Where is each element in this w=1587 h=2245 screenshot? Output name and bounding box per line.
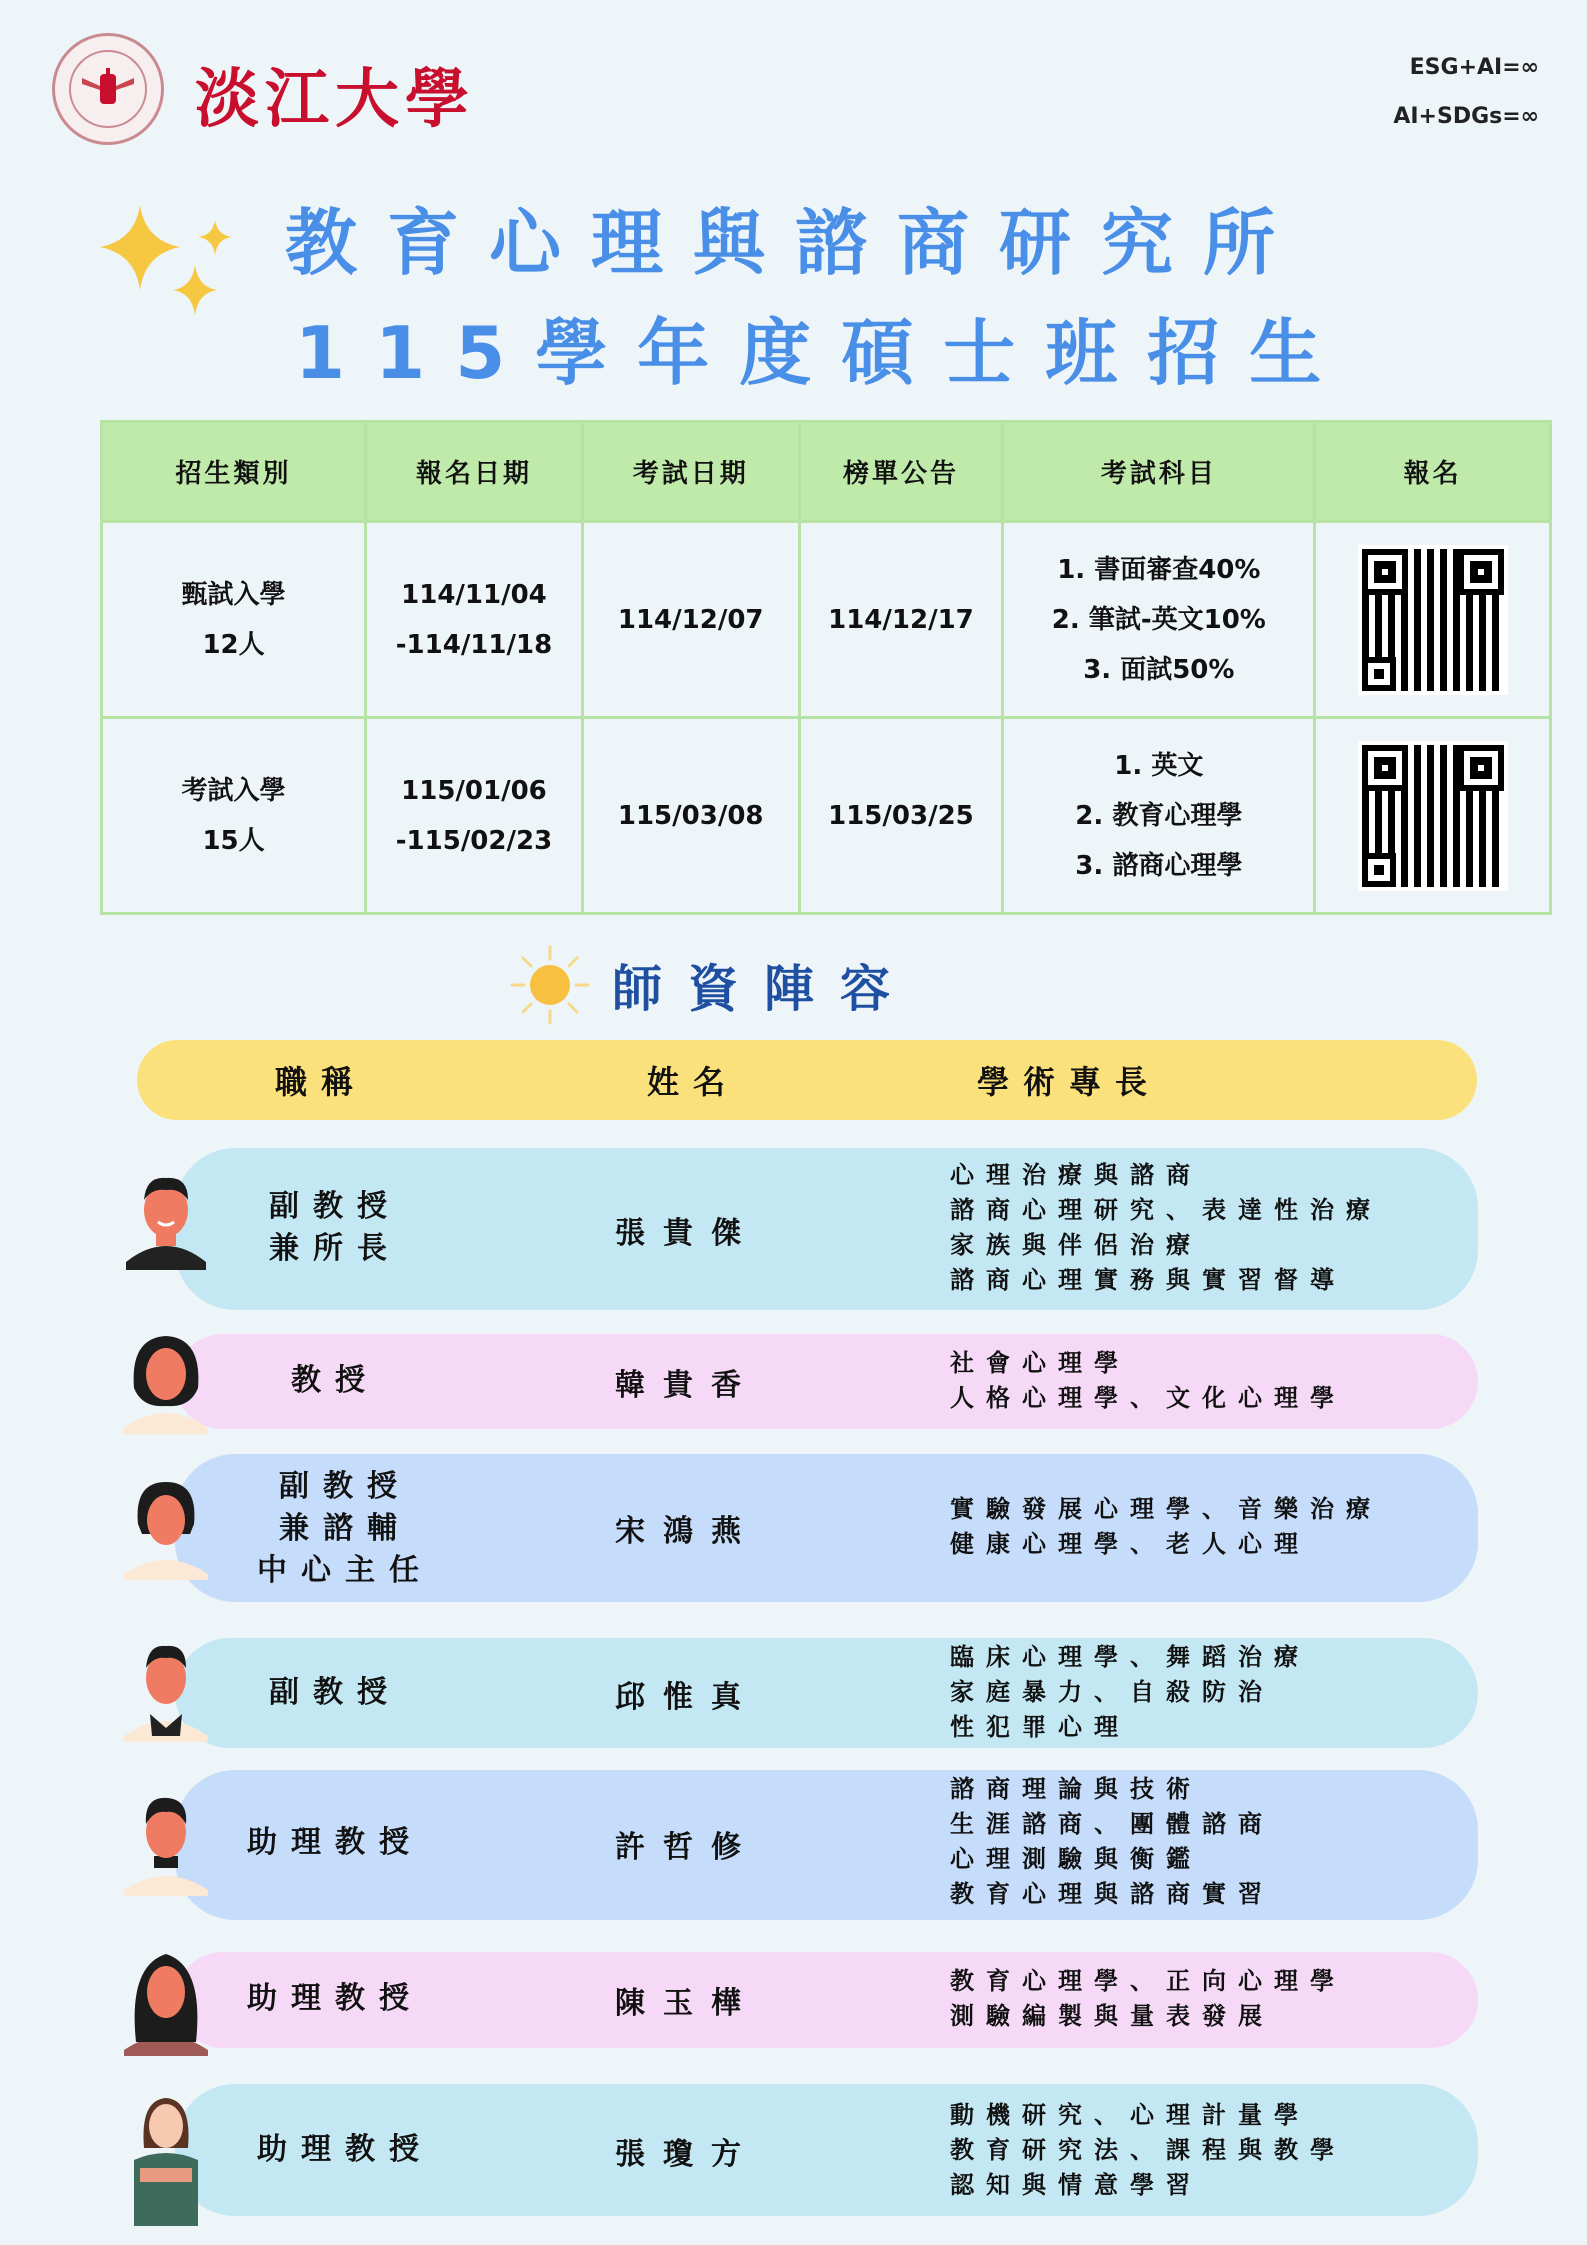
header-category: 招生類別 — [102, 422, 366, 522]
faculty-position: 助理教授 — [247, 1825, 423, 1860]
category: 甄試入學 — [181, 579, 286, 610]
avatar-female-icon — [120, 1328, 212, 1438]
subjects-cell — [1003, 522, 1315, 718]
faculty-name: 張瓊方 — [615, 2137, 759, 2172]
category-cell — [102, 718, 366, 914]
header-name: 姓名 — [647, 1063, 740, 1101]
faculty-position: 教授 — [291, 1363, 379, 1398]
registration-start: 114/11/04 — [401, 579, 547, 610]
table-row — [102, 718, 1551, 914]
faculty-specialties: 社會心理學 人格心理學、文化心理學 — [950, 1349, 1346, 1412]
register-cell — [1315, 718, 1551, 914]
title-admission: 115學年度碩士班招生 — [295, 311, 1352, 395]
exam-date: 114/12/07 — [582, 522, 799, 718]
header-position: 職稱 — [275, 1063, 368, 1101]
quota: 12人 — [202, 629, 265, 660]
sparkle-icon — [95, 205, 245, 325]
title-department: 教育心理與諮商研究所 — [285, 201, 1306, 285]
subject: 2. 筆試-英文10% — [1051, 604, 1266, 635]
faculty-row — [175, 2084, 1478, 2216]
subject: 2. 教育心理學 — [1075, 800, 1243, 831]
faculty-position: 副教授 兼諮輔 中心主任 — [257, 1469, 433, 1588]
faculty-position: 助理教授 — [247, 1981, 423, 2016]
faculty-title: 師資陣容 — [612, 960, 916, 1018]
header-announcement: 榜單公告 — [799, 422, 1003, 522]
header-exam-date: 考試日期 — [582, 422, 799, 522]
faculty-row — [175, 1638, 1478, 1748]
faculty-position: 助理教授 — [257, 2132, 433, 2167]
announcement-date: 114/12/17 — [799, 522, 1003, 718]
header-subjects: 考試科目 — [1003, 422, 1315, 522]
quota: 15人 — [202, 825, 265, 856]
slogan-esg: ESG+AI=∞ — [1409, 55, 1539, 80]
avatar-female-reading-icon — [120, 2090, 212, 2230]
faculty-row — [175, 1952, 1478, 2048]
registration-end: -115/02/23 — [395, 825, 553, 856]
faculty-specialties: 教育心理學、正向心理學 測驗編製與量表發展 — [950, 1967, 1346, 2030]
registration-start: 115/01/06 — [401, 775, 547, 806]
sun-icon — [510, 945, 590, 1025]
qr-code-icon[interactable] — [1358, 741, 1508, 891]
category-cell — [102, 522, 366, 718]
faculty-row — [175, 1454, 1478, 1602]
faculty-name: 韓貴香 — [615, 1368, 759, 1403]
avatar-male-icon — [120, 1790, 212, 1900]
faculty-table-header — [137, 1040, 1477, 1120]
faculty-specialties: 心理治療與諮商 諮商心理研究、表達性治療 家族與伴侶治療 諮商心理實務與實習督導 — [950, 1161, 1382, 1294]
faculty-position: 副教授 兼所長 — [269, 1189, 401, 1266]
registration-end: -114/11/18 — [395, 629, 553, 660]
faculty-name: 陳玉樺 — [615, 1986, 759, 2021]
exam-date: 115/03/08 — [582, 718, 799, 914]
subject: 3. 諮商心理學 — [1075, 850, 1243, 881]
subject: 3. 面試50% — [1083, 654, 1235, 685]
admission-table-header — [102, 422, 1551, 522]
category: 考試入學 — [181, 775, 286, 806]
header-specialty: 學術專長 — [977, 1063, 1162, 1101]
header-register: 報名 — [1315, 422, 1551, 522]
register-cell — [1315, 522, 1551, 718]
faculty-name: 張貴傑 — [615, 1216, 759, 1251]
avatar-male-icon — [120, 1636, 212, 1746]
registration-date-cell — [366, 718, 583, 914]
qr-code-icon[interactable] — [1358, 545, 1508, 695]
faculty-position: 副教授 — [269, 1675, 401, 1710]
admission-table — [100, 420, 1552, 915]
faculty-name: 許哲修 — [615, 1830, 759, 1865]
faculty-specialties: 諮商理論與技術 生涯諮商、團體諮商 心理測驗與衡鑑 教育心理與諮商實習 — [950, 1775, 1274, 1908]
avatar-male-icon — [120, 1170, 212, 1280]
faculty-specialties: 臨床心理學、舞蹈治療 家庭暴力、自殺防治 性犯罪心理 — [950, 1643, 1310, 1741]
avatar-female-icon — [120, 1474, 212, 1584]
subjects-cell — [1003, 718, 1315, 914]
avatar-female-icon — [120, 1945, 212, 2057]
faculty-name: 宋鴻燕 — [615, 1514, 759, 1549]
university-name: 淡江大學 — [195, 62, 475, 137]
faculty-row — [175, 1148, 1478, 1310]
subject: 1. 英文 — [1114, 750, 1204, 781]
table-row — [102, 522, 1551, 718]
registration-date-cell — [366, 522, 583, 718]
announcement-date: 115/03/25 — [799, 718, 1003, 914]
header-registration-date: 報名日期 — [366, 422, 583, 522]
bell-emblem-icon — [80, 64, 136, 114]
subject: 1. 書面審查40% — [1057, 554, 1261, 585]
faculty-specialties: 實驗發展心理學、音樂治療 健康心理學、老人心理 — [950, 1495, 1382, 1558]
faculty-row — [175, 1770, 1478, 1920]
faculty-specialties: 動機研究、心理計量學 教育研究法、課程與教學 認知與情意學習 — [950, 2101, 1346, 2199]
faculty-heading — [510, 945, 916, 1025]
faculty-row — [175, 1334, 1478, 1429]
slogan-sdgs: AI+SDGs=∞ — [1393, 104, 1539, 129]
university-logo — [52, 33, 164, 145]
faculty-name: 邱惟真 — [615, 1680, 759, 1715]
